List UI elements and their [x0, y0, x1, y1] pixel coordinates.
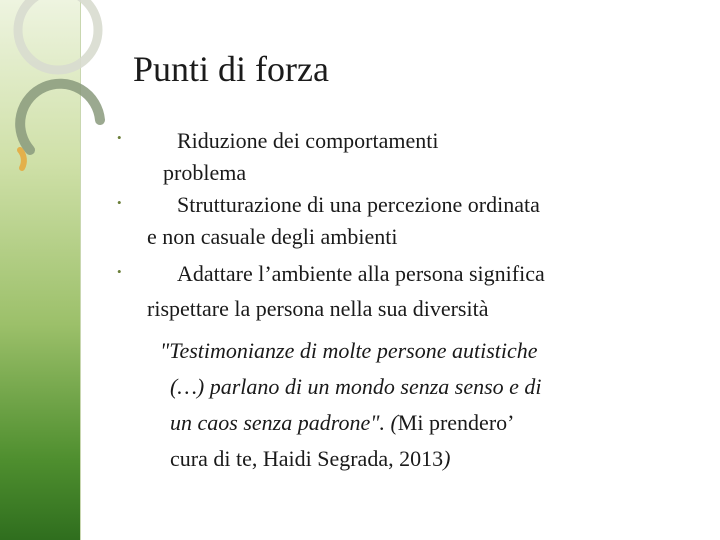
bullet-3-line-2: rispettare la persona nella sua diversità [147, 296, 489, 321]
bullet-2-line-1: Strutturazione di una percezione ordinata [177, 192, 540, 217]
quote-line-1: "Testimonianze di molte persone autistiche [160, 338, 538, 363]
quote-line-3-italic: un caos senza padrone". ( [170, 410, 398, 435]
quote-citation: cura di te, Haidi Segrada, 2013 [170, 446, 444, 471]
quote-line-2: (…) parlano di un mondo senza senso e di [170, 374, 542, 399]
quote-line-4 [170, 446, 450, 472]
bullet-1-line-1: Riduzione dei comportamenti [177, 128, 439, 153]
bullet-marker: • [117, 130, 122, 145]
bullet-marker: • [117, 264, 122, 279]
bullet-2-line-2: e non casuale degli ambienti [147, 224, 398, 249]
bullet-1-line-2: problema [163, 160, 247, 185]
bullet-3-line-1: Adattare l’ambiente alla persona significa [177, 261, 545, 286]
bullet-marker: • [117, 195, 122, 210]
slide-title: Punti di forza [133, 49, 329, 89]
quote-line-4-italic: ) [443, 446, 451, 471]
quote-line-3 [170, 410, 514, 436]
decorative-rings-icon [0, 0, 130, 200]
quote-line-3-normal: Mi prendero’ [397, 410, 515, 435]
